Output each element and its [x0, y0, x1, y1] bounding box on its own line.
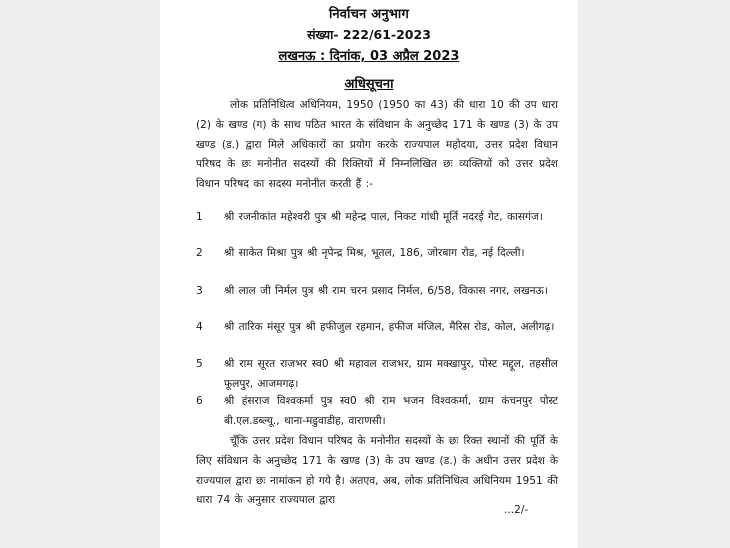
- closing-paragraph: चूँकि उत्तर प्रदेश विधान परिषद के मनोनीत सदस्यों के छः रिक्त स्थानों की पूर्ति के लिए संविधान के अनुच्छेद 171 के खण्ड (3) के उप खण्ड (ड.) के अधीन उत्तर प्रदेश के राज्यपाल द्वारा छः नामांकन हो गये है। अतएव, अब, लोक प्रतिनिधित्व अधिनियम 1951 की धारा 74 के अनुसार राज्यपाल द्वारा: [196, 435, 558, 507]
- reference-number: संख्या- 222/61-2023: [307, 27, 431, 42]
- nominee-entry: श्री लाल जी निर्मल पुत्र श्री राम चरन प्रसाद निर्मल, 6/58, विकास नगर, लखनऊ।: [224, 285, 548, 297]
- entry-number: 3: [196, 285, 203, 297]
- entry-number: 1: [196, 211, 203, 223]
- nominee-entry: श्री राम सूरत राजभर स्व0 श्री महावल राजभर, ग्राम मक्खापुर, पोस्ट मद्दूल, तहसील फूलपुर, आजमगढ़।: [224, 358, 558, 390]
- nominee-entry: श्री हंसराज विश्वकर्मा पुत्र स्व0 श्री राम भजन विश्वकर्मा, ग्राम कंचनपुर पोस्ट बी.एल.डब्ल्यू., थाना-मडुवाडीह, वाराणसी।: [224, 395, 558, 427]
- document-page: [160, 0, 578, 548]
- nominee-entry: श्री तारिक मंसूर पुत्र श्री हफीजुल रहमान, हफीज मंजिल, मैरिस रोड, कोल, अलीगढ़।: [224, 321, 555, 333]
- entry-number: 2: [196, 247, 203, 259]
- entry-number: 6: [196, 395, 203, 407]
- notice-title: अधिसूचना: [344, 77, 394, 92]
- intro-paragraph: लोक प्रतिनिधित्व अधिनियम, 1950 (1950 का 43) की धारा 10 की उप धारा (2) के खण्ड (ग) के साथ पठित भारत के संविधान के अनुच्छेद 171 के खण्ड (3) के उप खण्ड (ड.) द्वारा मिले अधिकारों का प्रयोग करके राज्यपाल महोदया, उत्तर प्रदेश विधान परिषद के छः मनोनीत सदस्यों की रिक्तियों में निम्नलिखित छः व्यक्तियों को उत्तर प्रदेश विधान परिषद का सदस्य मनोनीत करती हैं :-: [196, 99, 558, 191]
- office-heading: निर्वाचन अनुभाग: [329, 7, 409, 22]
- entry-number: 5: [196, 358, 203, 370]
- nominee-entry: श्री साकेत मिश्रा पुत्र श्री नृपेन्द्र मिश्र, भूतल, 186, जोरबाग रोड, नई दिल्ली।: [224, 247, 525, 259]
- nominee-entry: श्री रजनीकांत महेश्वरी पुत्र श्री महेन्द्र पाल, निकट गांधी मूर्ति नदरई गेट, कासगंज।: [224, 211, 543, 223]
- place-date-line: लखनऊ : दिनांक, 03 अप्रैल 2023: [278, 49, 460, 64]
- entry-number: 4: [196, 321, 203, 333]
- page-continuation-marker: ...2/-: [504, 504, 529, 516]
